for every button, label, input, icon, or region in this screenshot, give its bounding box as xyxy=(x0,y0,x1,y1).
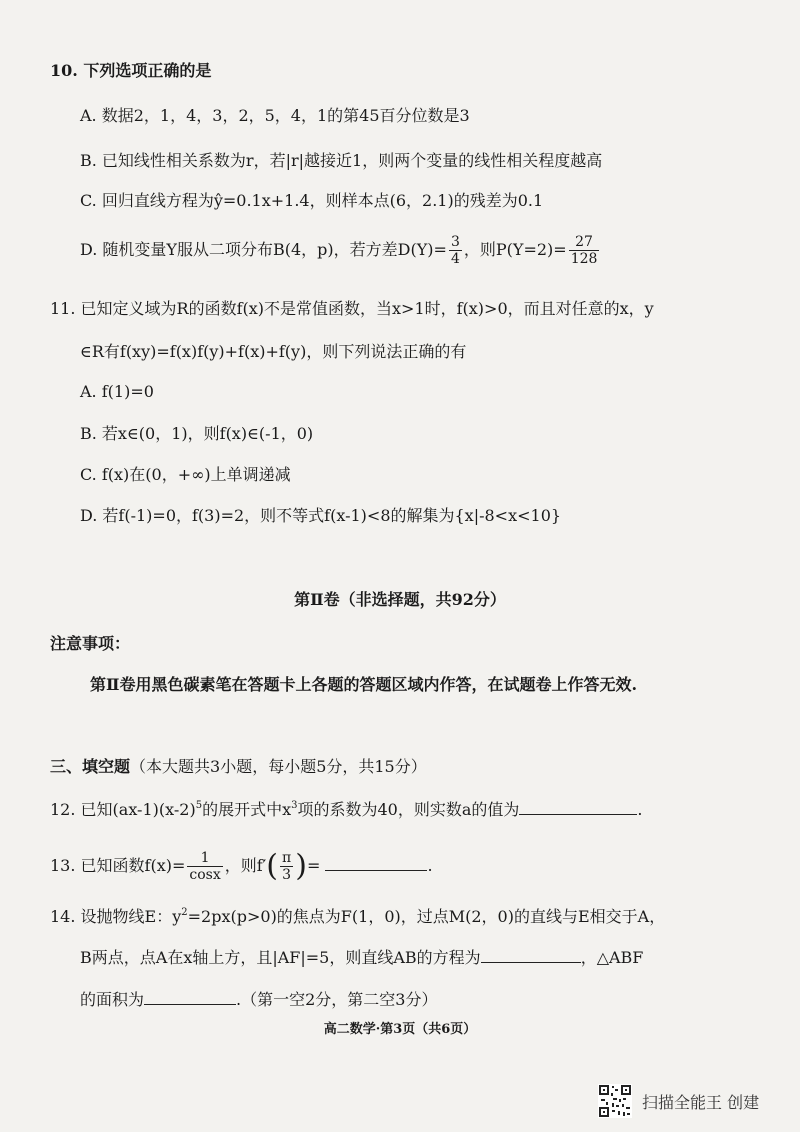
q13-right-paren: ) xyxy=(295,848,307,884)
q13-answer-blank[interactable] xyxy=(325,854,427,871)
q10-option-c: C. 回归直线方程为ŷ=0.1x+1.4，则样本点(6，2.1)的残差为0.1 xyxy=(80,191,544,210)
q14-line3-pre: 的面积为 xyxy=(80,990,145,1009)
q13-mid: ，则f′ xyxy=(224,856,267,875)
q14-line3 xyxy=(80,988,437,1011)
qr-code-icon xyxy=(598,1084,632,1118)
q10-frac1-den: 4 xyxy=(450,251,460,267)
q13-line xyxy=(50,850,433,883)
q10-frac2-num: 27 xyxy=(569,234,600,251)
notice-text: 第Ⅱ卷用黑色碳素笔在答题卡上各题的答题区域内作答，在试题卷上作答无效. xyxy=(90,675,638,694)
q10-frac2-den: 128 xyxy=(570,251,598,267)
q13-frac-den: cosx xyxy=(189,867,221,883)
part2-title: 第Ⅱ卷（非选择题，共92分） xyxy=(294,590,506,609)
q14-answer-blank-1[interactable] xyxy=(481,946,581,963)
q14-pre: 14. 设抛物线E：y xyxy=(50,907,182,926)
q12-line xyxy=(50,798,642,821)
q12-sup1: 5 xyxy=(195,800,203,811)
q11-option-b: B. 若x∈(0，1)，则f(x)∈(-1，0) xyxy=(80,424,314,443)
q10-frac1-num: 3 xyxy=(450,234,460,250)
section3-heading: 三、填空题 xyxy=(50,757,131,776)
scanner-label: 扫描全能王 创建 xyxy=(642,1092,760,1112)
q13-inner-den: 3 xyxy=(282,867,292,883)
section3-heading-note: （本大题共3小题，每小题5分，共15分） xyxy=(130,757,427,776)
q11-stem-line1: 11. 已知定义域为R的函数f(x)不是常值函数，当x>1时，f(x)>0，而且对任意的x，y xyxy=(50,299,654,318)
q12-pre: 12. 已知(ax-1)(x-2) xyxy=(50,800,196,819)
q14-line1 xyxy=(50,906,665,928)
q14-sup: 2 xyxy=(181,907,188,918)
scanner-watermark xyxy=(598,1084,759,1118)
section3-heading-line xyxy=(50,756,427,778)
q13-inner-num: π xyxy=(282,850,292,866)
q12-end: . xyxy=(637,800,643,819)
q14-rest1: =2px(p>0)的焦点为F(1，0)，过点M(2，0)的直线与E相交于A， xyxy=(187,907,666,926)
q11-stem-line2: ∈R有f(xy)=f(x)f(y)+f(x)+f(y)，则下列说法正确的有 xyxy=(80,342,467,361)
q12-answer-blank[interactable] xyxy=(519,798,637,815)
q13-arg-fraction xyxy=(280,850,293,883)
q10-option-d-pre: D. 随机变量Y服从二项分布B(4，p)，若方差D(Y)= xyxy=(80,240,447,259)
q13-pre: 13. 已知函数f(x)= xyxy=(50,856,186,875)
q11-option-d: D. 若f(-1)=0，f(3)=2，则不等式f(x-1)<8的解集为{x|-8<x<10} xyxy=(80,506,562,525)
q12-sup2: 3 xyxy=(291,800,298,811)
page-footer: 高二数学·第3页（共6页） xyxy=(323,1022,477,1037)
q10-option-a: A. 数据2，1，4，3，2，5，4，1的第45百分位数是3 xyxy=(80,106,470,125)
q14-line2 xyxy=(80,946,643,969)
q13-frac-num: 1 xyxy=(187,850,222,867)
q14-line2-pre: B两点，点A在x轴上方，且|AF|=5，则直线AB的方程为 xyxy=(80,948,481,967)
q10-option-d xyxy=(80,234,601,267)
q14-line3-post: .（第一空2分，第二空3分） xyxy=(236,990,438,1009)
q12-post: 项的系数为40，则实数a的值为 xyxy=(297,800,520,819)
q14-answer-blank-2[interactable] xyxy=(144,988,236,1005)
q10-stem: 10. 下列选项正确的是 xyxy=(50,61,212,80)
notice-heading: 注意事项： xyxy=(50,634,131,653)
q11-option-c: C. f(x)在(0，+∞)上单调递减 xyxy=(80,465,291,484)
q10-option-b: B. 已知线性相关系数为r，若|r|越接近1，则两个变量的线性相关程度越高 xyxy=(80,151,603,170)
q10-probability-fraction xyxy=(569,234,600,267)
q12-mid: 的展开式中x xyxy=(202,800,292,819)
q13-left-paren: ( xyxy=(266,848,279,884)
q13-end: . xyxy=(427,856,433,875)
q11-option-a: A. f(1)=0 xyxy=(80,382,154,401)
q10-option-d-mid: ，则P(Y=2)= xyxy=(463,240,567,259)
q10-variance-fraction xyxy=(449,234,462,267)
q14-line2-post: ，△ABF xyxy=(580,948,644,967)
q13-eq: = xyxy=(306,856,321,875)
q13-function-fraction xyxy=(187,850,222,883)
